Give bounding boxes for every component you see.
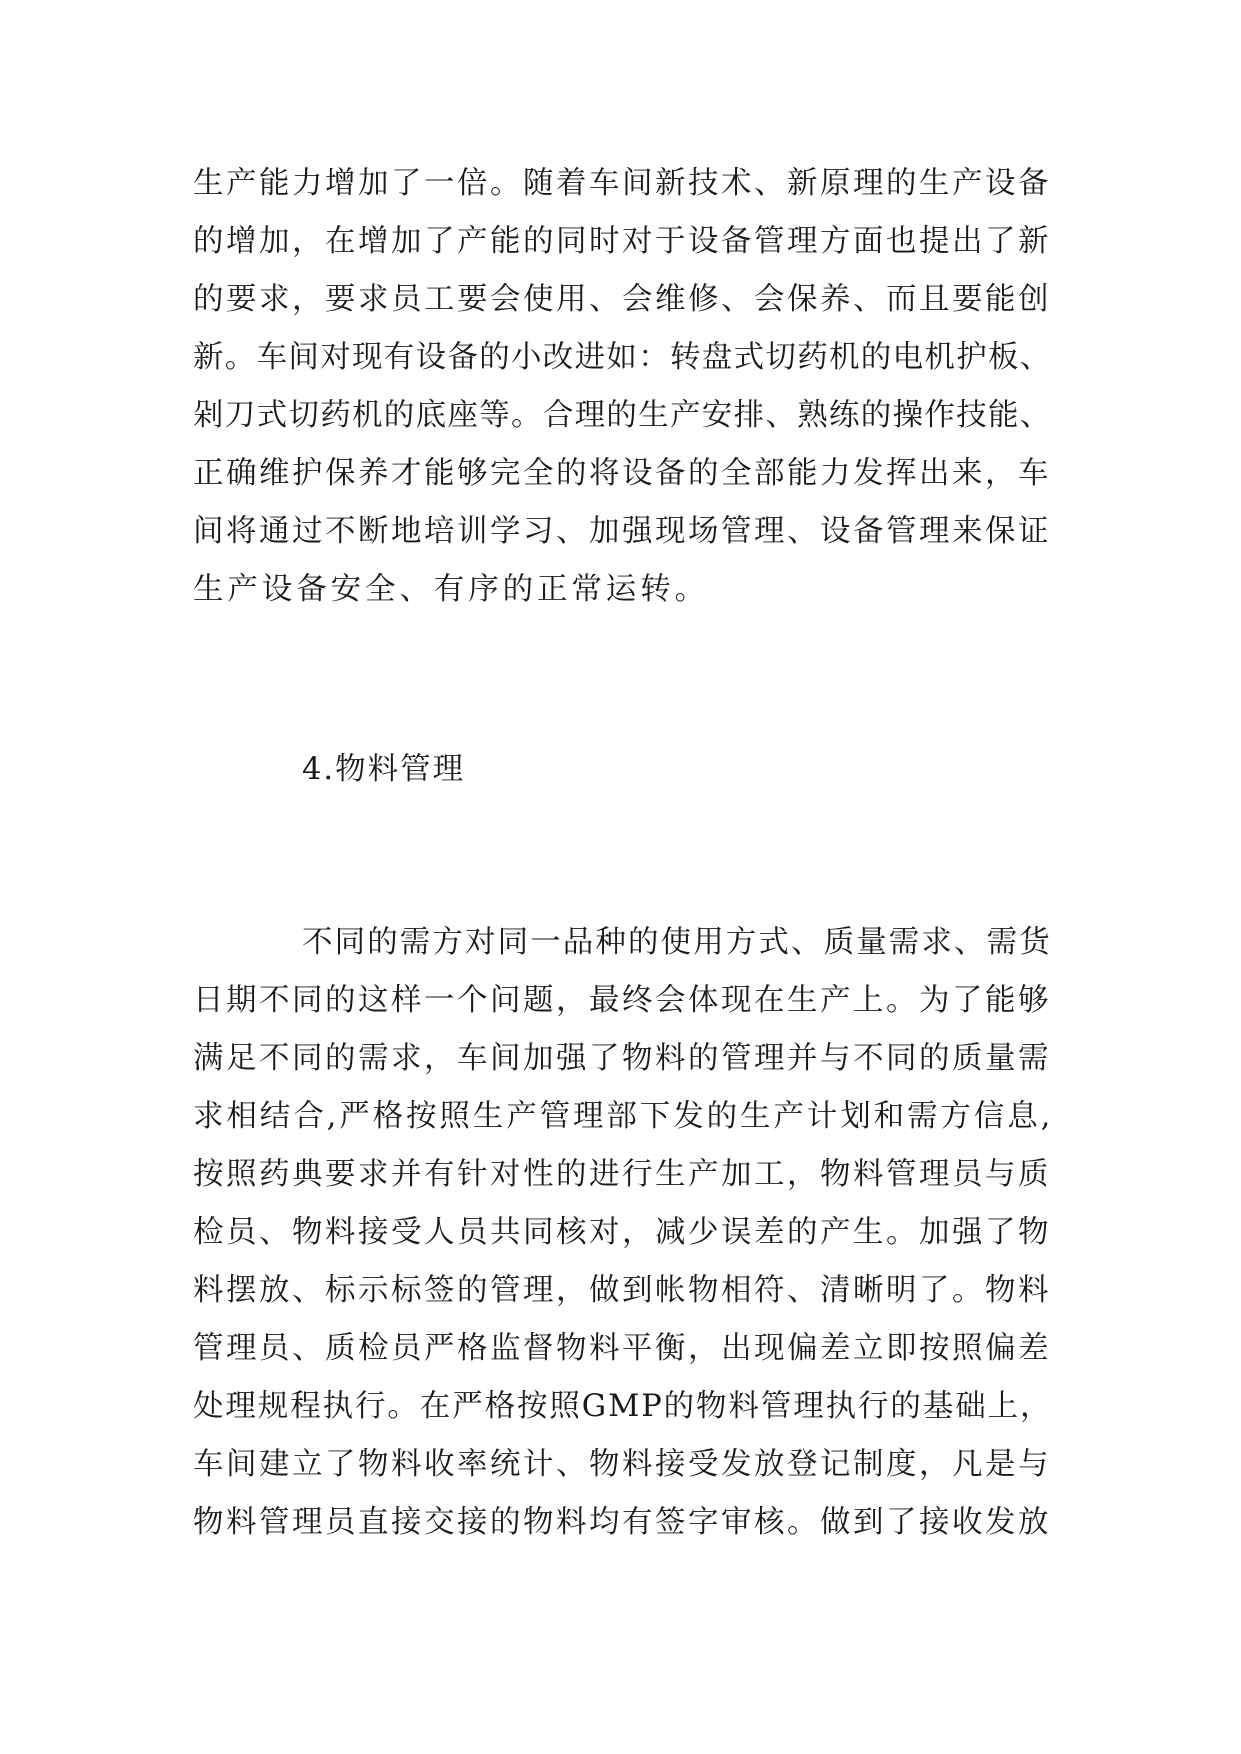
paragraph-line: 检员、物料接受人员共同核对，减少误差的产生。加强了物 <box>193 1215 1051 1250</box>
paragraph-line: 剁刀式切药机的底座等。合理的生产安排、熟练的操作技能、 <box>193 398 1052 433</box>
paragraph-line: 的增加，在增加了产能的同时对于设备管理方面也提出了新 <box>193 224 1051 259</box>
paragraph-line: 生产能力增加了一倍。随着车间新技术、新原理的生产设备 <box>193 166 1051 201</box>
paragraph-line: 日期不同的这样一个问题，最终会体现在生产上。为了能够 <box>193 983 1051 1018</box>
paragraph-line: 间将通过不断地培训学习、加强现场管理、设备管理来保证 <box>193 514 1051 549</box>
paragraph-line: 物料管理员直接交接的物料均有签字审核。做到了接收发放 <box>193 1505 1051 1540</box>
paragraph-line: 正确维护保养才能够完全的将设备的全部能力发挥出来，车 <box>193 456 1051 491</box>
paragraph-line: 求相结合,严格按照生产管理部下发的生产计划和需方信息, <box>193 1099 1054 1134</box>
paragraph-line: 按照药典要求并有针对性的进行生产加工，物料管理员与质 <box>193 1157 1051 1192</box>
paragraph-line: 的要求，要求员工要会使用、会维修、会保养、而且要能创 <box>193 282 1051 317</box>
section-heading: 4.物料管理 <box>302 752 466 787</box>
paragraph-line-indented: 不同的需方对同一品种的使用方式、质量需求、需货 <box>302 925 1052 960</box>
paragraph-line: 管理员、质检员严格监督物料平衡，出现偏差立即按照偏差 <box>193 1331 1051 1366</box>
paragraph-line: 新。车间对现有设备的小改进如：转盘式切药机的电机护板、 <box>193 340 1052 375</box>
paragraph-line: 车间建立了物料收率统计、物料接受发放登记制度，凡是与 <box>193 1447 1051 1482</box>
paragraph-line: 料摆放、标示标签的管理，做到帐物相符、清晰明了。物料 <box>193 1273 1051 1308</box>
paragraph-line: 生产设备安全、有序的正常运转。 <box>193 572 709 607</box>
paragraph-line: 满足不同的需求，车间加强了物料的管理并与不同的质量需 <box>193 1041 1051 1076</box>
paragraph-line: 处理规程执行。在严格按照GMP的物料管理执行的基础上， <box>193 1389 1053 1424</box>
